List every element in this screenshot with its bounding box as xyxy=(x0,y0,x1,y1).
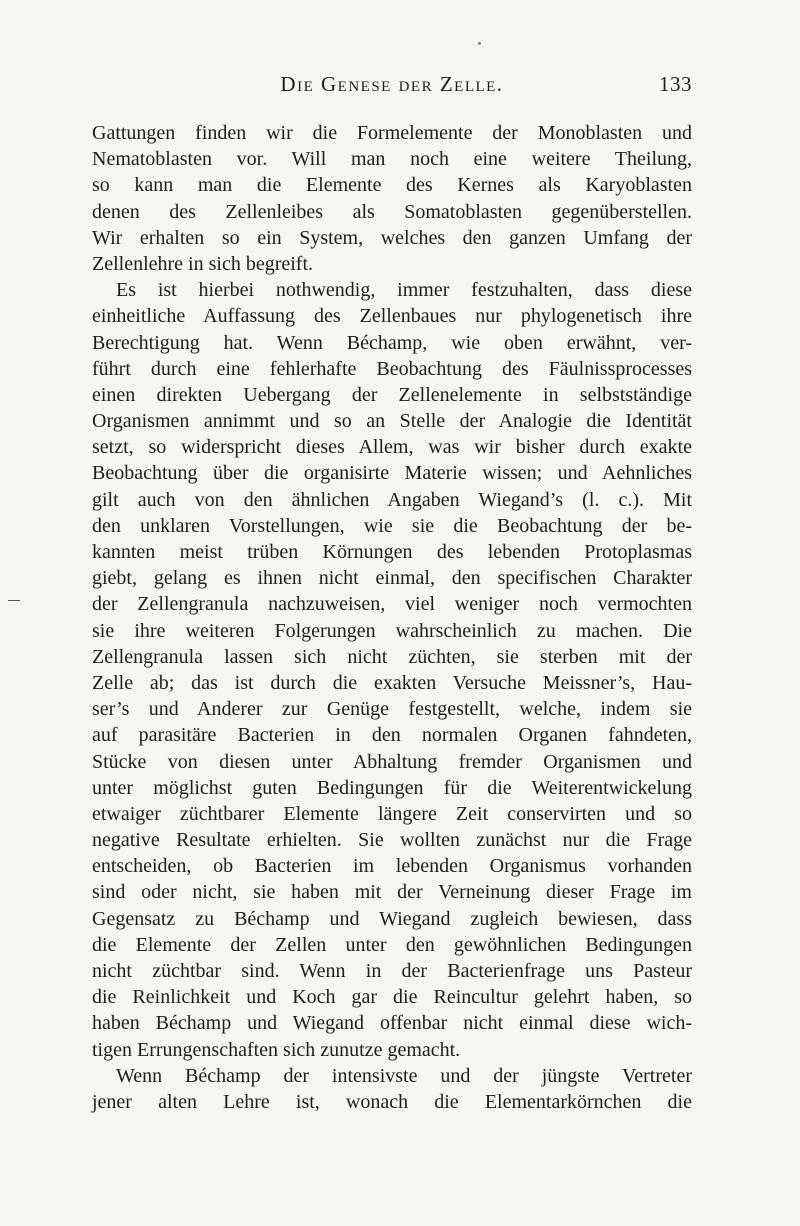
text-line: ser’s und Anderer zur Genüge festgestellt, welche, indem sie xyxy=(92,698,692,721)
text-line: Gegensatz zu Béchamp und Wiegand zugleich bewiesen, dass xyxy=(92,907,692,930)
text-line: tigen Errungenschaften sich zunutze gemacht. xyxy=(92,1038,461,1061)
text-line: einen direkten Uebergang der Zellenelemente in selbstständige xyxy=(92,383,692,406)
text-line: Zellengranula lassen sich nicht züchten, sie sterben mit der xyxy=(92,645,692,668)
text-line: Beobachtung über die organisirte Materie wissen; und Aehnliches xyxy=(92,462,692,485)
text-line: haben Béchamp und Wiegand offenbar nicht einmal diese wich- xyxy=(92,1012,692,1035)
text-line: Organismen annimmt und so an Stelle der Analogie die Identität xyxy=(92,410,692,433)
text-line: sie ihre weiteren Folgerungen wahrscheinlich zu machen. Die xyxy=(92,619,692,642)
text-line: die Reinlichkeit und Koch gar die Reincultur gelehrt haben, so xyxy=(92,986,692,1009)
text-line: kannten meist trüben Körnungen des lebenden Protoplasmas xyxy=(92,541,692,563)
text-line: so kann man die Elemente des Kernes als Karyoblasten xyxy=(92,174,692,197)
text-line: Wenn Béchamp der intensivste und der jüngste Vertreter xyxy=(116,1064,692,1087)
text-line: gilt auch von den ähnlichen Angaben Wiegand’s (l. c.). Mit xyxy=(92,488,692,511)
text-line: etwaiger züchtbarer Elemente längere Zeit conservirten und so xyxy=(92,802,692,825)
text-line: Nematoblasten vor. Will man noch eine weitere Theilung, xyxy=(92,148,692,171)
text-line: nicht züchtbar sind. Wenn in der Bacterienfrage uns Pasteur xyxy=(92,960,692,982)
text-line: Gattungen finden wir die Formelemente der Monoblasten und xyxy=(92,122,692,144)
text-line: einheitliche Auffassung des Zellenbaues nur phylogenetisch ihre xyxy=(92,305,692,328)
text-line: denen des Zellenleibes als Somatoblasten gegenüberstellen. xyxy=(92,200,692,223)
margin-mark xyxy=(8,600,20,601)
text-line: sind oder nicht, sie haben mit der Verneinung dieser Frage im xyxy=(92,881,692,904)
text-line: führt durch eine fehlerhafte Beobachtung des Fäulnissprocesses xyxy=(92,357,692,380)
text-line: Es ist hierbei nothwendig, immer festzuhalten, dass diese xyxy=(116,279,692,302)
text-line: setzt, so widerspricht dieses Allem, was wir bisher durch exakte xyxy=(92,436,692,459)
text-line: entscheiden, ob Bacterien im lebenden Organismus vorhanden xyxy=(92,855,692,878)
text-line: den unklaren Vorstellungen, wie sie die Beobachtung der be- xyxy=(92,514,692,537)
text-line: Zellenlehre in sich begreift. xyxy=(92,252,314,275)
body-text xyxy=(92,120,692,1115)
text-line: Zelle ab; das ist durch die exakten Versuche Meissner’s, Hau- xyxy=(92,671,692,694)
text-line: Wir erhalten so ein System, welches den ganzen Umfang der xyxy=(92,226,692,249)
text-line: auf parasitäre Bacterien in den normalen Organen fahndeten, xyxy=(92,724,692,747)
text-line: Berechtigung hat. Wenn Béchamp, wie oben erwähnt, ver- xyxy=(92,331,692,354)
running-head xyxy=(92,72,692,102)
text-line: der Zellengranula nachzuweisen, viel weniger noch vermochten xyxy=(92,593,692,616)
page-number: 133 xyxy=(659,72,692,96)
text-line: unter möglichst guten Bedingungen für die Weiterentwickelung xyxy=(92,776,692,799)
text-line: negative Resultate erhielten. Sie wollten zunächst nur die Frage xyxy=(92,829,692,852)
print-speck xyxy=(478,42,481,45)
running-title: Die Genese der Zelle. xyxy=(280,72,504,96)
text-line: jener alten Lehre ist, wonach die Elementarkörnchen die xyxy=(92,1090,692,1113)
text-line: Stücke von diesen unter Abhaltung fremder Organismen und xyxy=(92,750,692,773)
text-line: giebt, gelang es ihnen nicht einmal, den specifischen Charakter xyxy=(92,567,692,590)
text-line: die Elemente der Zellen unter den gewöhnlichen Bedingungen xyxy=(92,933,692,956)
